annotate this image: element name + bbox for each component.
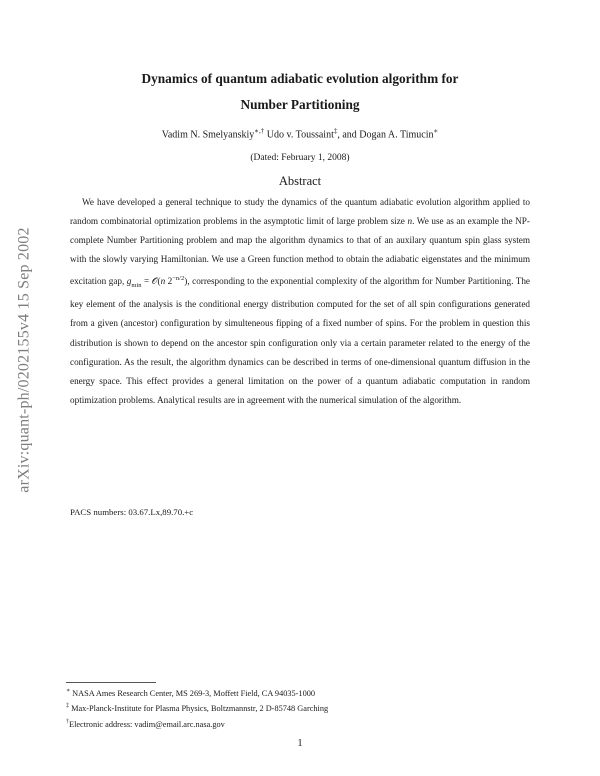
math-exponent: −n/2 bbox=[172, 275, 185, 283]
footnotes bbox=[66, 685, 536, 731]
title-line-2: Number Partitioning bbox=[240, 97, 360, 112]
math-g-subscript: min bbox=[131, 282, 142, 290]
footnote-1 bbox=[66, 685, 536, 700]
footnote-3-mark: † bbox=[66, 718, 69, 725]
abstract-heading: Abstract bbox=[278, 174, 322, 188]
author-3-marks: ∗ bbox=[433, 127, 439, 135]
title-line-1: Dynamics of quantum adiabatic evolution algorithm for bbox=[141, 71, 459, 86]
footnote-2 bbox=[66, 700, 536, 715]
abstract-text-3: , corresponding to the exponential complexity of the algorithm for Number Partitioning. The key element of the analysis is the conditional energy distribution computed for the set of all spin configurations generated from a given (ancestor) configuration by simulteneous fipping of a fixed number of spins. For the problem in question this distribution is shown to depend on the ancestor spin configuration only via a certain parameter related to the energy of the configuration. As the result, the algorithm dynamics can be described in terms of one-dimensional quantum diffusion in the energy space. This effect provides a general limitation on the power of a quantum adiabatic computation in random optimization problems. Analytical results are in agreement with the numerical simulation of the algorithm. bbox=[70, 276, 531, 405]
author-1: Vadim N. Smelyanskiy bbox=[161, 129, 255, 141]
math-equals: = 𝒪( bbox=[141, 276, 161, 287]
math-base: 2 bbox=[165, 276, 173, 287]
author-1-marks: ∗,† bbox=[254, 127, 265, 135]
math-n: n bbox=[407, 216, 413, 227]
author-3: , and Dogan A. Timucin bbox=[337, 129, 434, 141]
abstract-text-1: We have developed a general technique to study the dynamics of the quantum adiabatic evolution algorithm applied to random combinatorial optimization problems in the asymptotic limit of large problem size bbox=[70, 197, 530, 227]
footnote-2-mark: ‡ bbox=[66, 703, 69, 710]
footnote-1-text: NASA Ames Research Center, MS 269-3, Moffett Field, CA 94035-1000 bbox=[70, 688, 316, 698]
footnote-1-mark: ∗ bbox=[66, 688, 71, 694]
math-n-2: n bbox=[160, 276, 166, 287]
date-line: (Dated: February 1, 2008) bbox=[250, 153, 350, 163]
abstract-paragraph bbox=[70, 193, 530, 410]
author-2-marks: ‡ bbox=[333, 127, 338, 135]
abstract-text-2: . We use as an example the NP-complete Number Partitioning problem and map the algorithm dynamics to that of an auxilary quantum spin glass system with the slowly varying Hamiltonian. We use a Green function method to obtain the adiabatic eigenstates and the minimum excitation gap, bbox=[70, 216, 530, 287]
math-close: ) bbox=[184, 276, 188, 287]
footnote-divider bbox=[66, 682, 156, 683]
footnote-3 bbox=[66, 716, 536, 731]
paper-title bbox=[60, 66, 540, 118]
arxiv-id-text: arXiv:quant-ph/0202155v4 15 Sep 2002 bbox=[16, 227, 33, 493]
footnote-3-text: Electronic address: vadim@email.arc.nasa.gov bbox=[69, 719, 225, 729]
page-number: 1 bbox=[297, 738, 303, 749]
arxiv-side-identifier bbox=[8, 195, 42, 525]
math-g: g bbox=[126, 276, 132, 287]
author-list bbox=[60, 127, 540, 140]
footnote-2-text: Max-Planck-Institute for Plasma Physics, Boltzmannstr, 2 D-85748 Garching bbox=[69, 704, 329, 714]
abstract-body bbox=[70, 193, 530, 410]
author-2: Udo v. Toussaint bbox=[264, 129, 334, 141]
pacs-numbers: PACS numbers: 03.67.Lx,89.70.+c bbox=[70, 507, 194, 517]
